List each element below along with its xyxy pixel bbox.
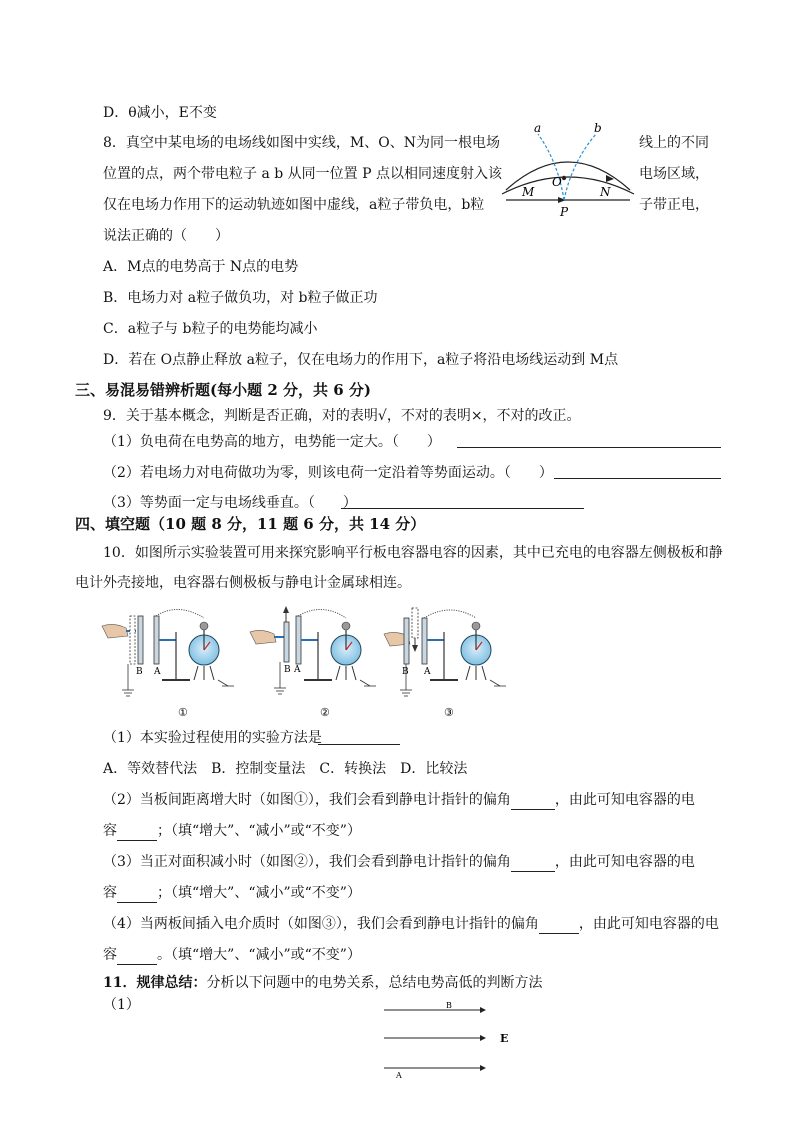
label-point-A: A <box>396 1071 402 1080</box>
q8-option-a: A．M点的电势高于 N点的电势 <box>103 259 299 275</box>
figure-1-label: ① <box>178 706 188 719</box>
q9-stem: 9．关于基本概念，判断是否正确，对的表明√，不对的表明×，不对的改正。 <box>103 408 581 424</box>
plate-B-1: B <box>136 667 143 677</box>
plate-A-2: A <box>294 665 301 675</box>
section4-title: 四、填空题（10 题 8 分，11 题 6 分，共 14 分） <box>75 515 426 533</box>
q11-sub1: （1） <box>103 997 140 1013</box>
label-a: a <box>534 122 542 135</box>
q8-stem-line1-right: 线上的不同 <box>639 135 709 151</box>
plate-B-2: B <box>284 665 291 675</box>
q10-sub4-line2: 容 。（填“增大”、“减小”或“不变”） <box>103 947 361 963</box>
plate-A-1: A <box>154 667 161 677</box>
label-b: b <box>594 122 602 135</box>
q10-sub3-blank2[interactable] <box>117 888 157 903</box>
q9-item2-answer-line[interactable] <box>554 478 721 479</box>
figure-2-label: ② <box>320 706 330 719</box>
plate-A-3: A <box>424 667 431 677</box>
q10-sub3-line1: （3）当正对面积减小时（如图②），我们会看到静电计指针的偏角 ，由此可知电容器的电 <box>103 854 695 870</box>
q10-stem-line1: 10．如图所示实验装置可用来探究影响平行板电容器电容的因素，其中已充电的电容器左侧极板和静 <box>103 545 723 561</box>
q8-stem-line2: 位置的点，两个带电粒子 a b 从同一位置 P 点以相同速度射入该 <box>103 166 502 182</box>
q9-item3-answer-line[interactable] <box>341 508 584 509</box>
label-point-B: B <box>446 1001 452 1010</box>
q10-sub3-line2: 容 ；（填“增大”、“减小”或“不变”） <box>103 885 361 901</box>
q10-sub1-answer-line[interactable] <box>318 744 400 745</box>
label-M: M <box>522 185 535 199</box>
q10-stem-line2: 电计外壳接地，电容器右侧极板与静电计金属球相连。 <box>75 575 411 591</box>
q10-sub4-blank2[interactable] <box>117 950 157 965</box>
q8-option-b: B．电场力对 a粒子做负功，对 b粒子做正功 <box>103 290 378 306</box>
q11-stem: 11．规律总结：分析以下问题中的电势关系，总结电势高低的判断方法 <box>103 975 543 991</box>
q10-sub4-line1: （4）当两板间插入电介质时（如图③），我们会看到静电计指针的偏角 ，由此可知电容器的电 <box>103 916 719 932</box>
q10-sub2-blank1[interactable] <box>511 795 555 810</box>
q10-sub2-line2: 容 ；（填“增大”、“减小”或“不变”） <box>103 823 361 839</box>
q7-option-d: D．θ减小，E不变 <box>103 105 217 121</box>
q9-item2: （2）若电场力对电荷做功为零，则该电荷一定沿着等势面运动。（ ） <box>103 465 553 481</box>
apparatus-1 <box>102 609 234 719</box>
q8-stem-line1: 8．真空中某电场的电场线如图中实线，M、O、N为同一根电场 <box>103 135 500 151</box>
q9-item1-answer-line[interactable] <box>457 447 721 448</box>
q11-field-figure <box>380 998 520 1082</box>
q8-stem-line3: 仅在电场力作用下的运动轨迹如图中虚线，a粒子带负电，b粒 <box>103 197 485 213</box>
q10-sub2-blank2[interactable] <box>117 826 157 841</box>
q8-option-c: C．a粒子与 b粒子的电势能均减小 <box>103 321 318 337</box>
q9-item3: （3）等势面一定与电场线垂直。（ ） <box>103 495 357 511</box>
trajectory-b <box>564 134 596 200</box>
q8-option-d: D．若在 O点静止释放 a粒子，仅在电场力的作用下，a粒子将沿电场线运动到 M点 <box>103 352 619 368</box>
label-O: O <box>552 175 562 189</box>
q10-sub1-options: A．等效替代法 B．控制变量法 C．转换法 D．比较法 <box>103 761 468 777</box>
label-field-E: E <box>500 1032 509 1045</box>
q8-stem-line3-right: 子带正电， <box>639 197 709 213</box>
plate-B-3: B <box>402 667 409 677</box>
label-N: N <box>600 185 611 199</box>
q10-sub2-line1: （2）当板间距离增大时（如图①），我们会看到静电计指针的偏角 ，由此可知电容器的电 <box>103 792 695 808</box>
q8-stem-line2-right: 电场区域， <box>639 166 709 182</box>
q9-item1: （1）负电荷在电势高的地方，电势能一定大。（ ） <box>103 434 441 450</box>
q8-stem-line4: 说法正确的（ ） <box>103 228 229 244</box>
q10-sub3-blank1[interactable] <box>511 857 555 872</box>
apparatus-2 <box>250 606 376 719</box>
section3-title: 三、易混易错辨析题(每小题 2 分，共 6 分) <box>75 381 371 399</box>
q10-experiment-figure <box>98 604 538 720</box>
figure-3-label: ③ <box>444 706 454 719</box>
q10-sub1: （1）本实验过程使用的实验方法是 <box>103 730 322 746</box>
q10-sub4-blank1[interactable] <box>539 919 579 934</box>
apparatus-3 <box>384 608 506 719</box>
q8-field-figure <box>498 122 638 220</box>
label-P: P <box>560 205 569 219</box>
